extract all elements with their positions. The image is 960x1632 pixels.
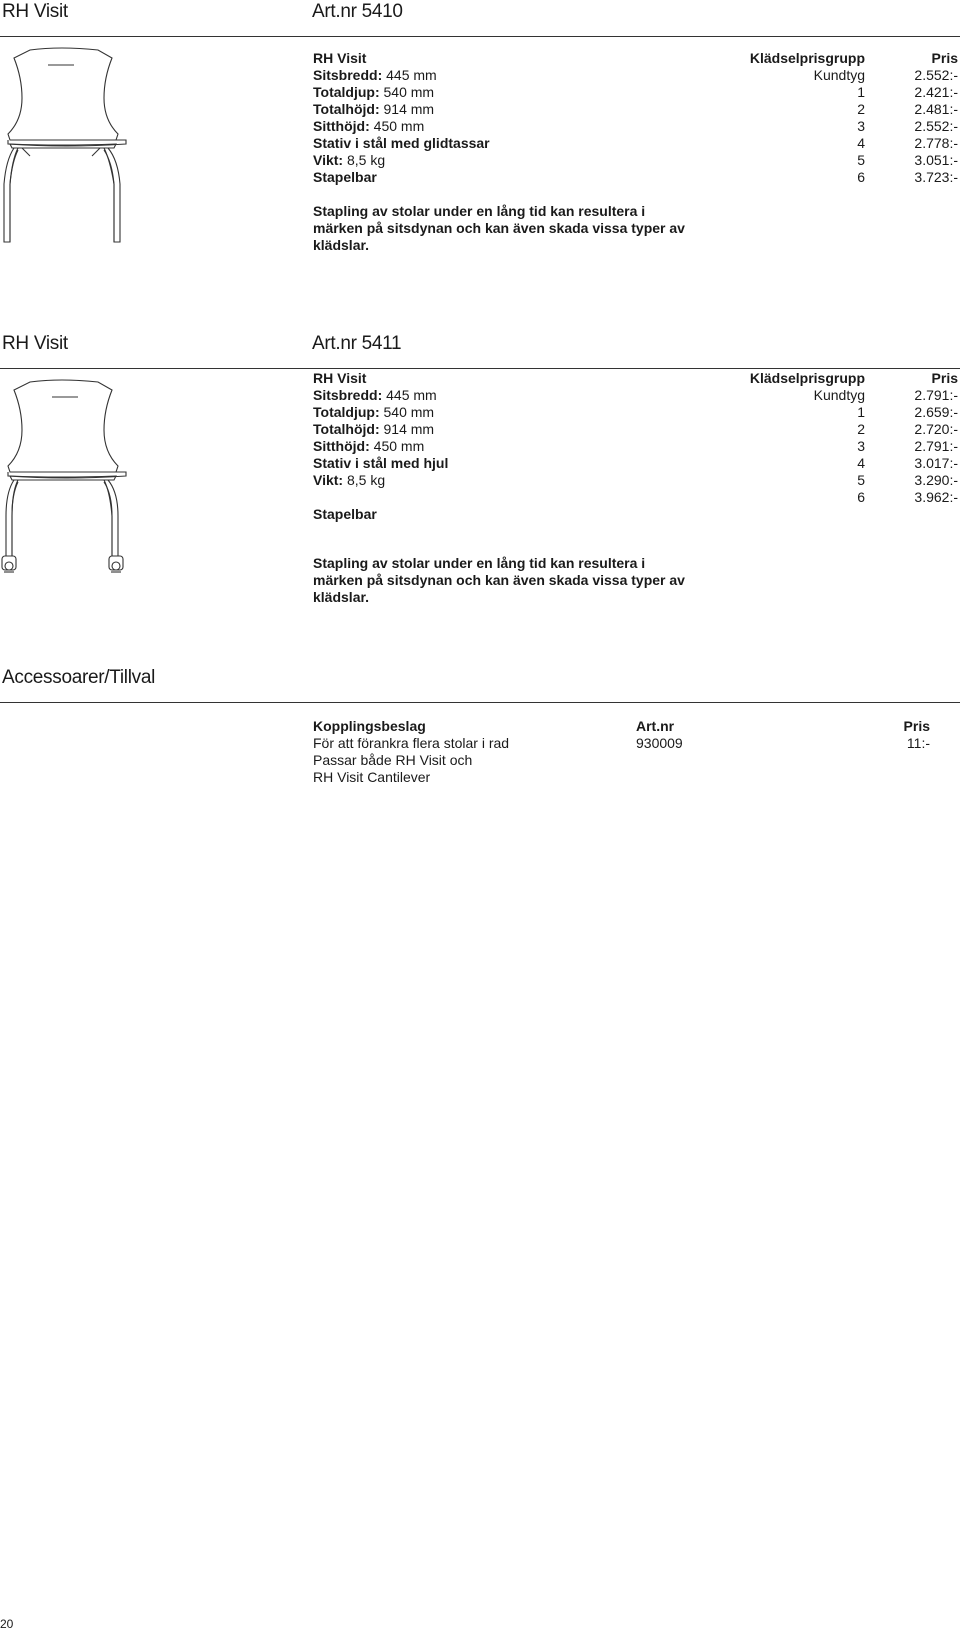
product-name: RH Visit [313, 370, 367, 386]
spec-label: Stapelbar [313, 169, 377, 185]
section-header [0, 332, 960, 369]
spec-label: Sitthöjd: [313, 438, 370, 454]
price-header-price: Pris [931, 50, 958, 66]
price-row [730, 101, 960, 118]
accessory-art-header: Art.nr [636, 718, 675, 734]
section-title: RH Visit [2, 333, 68, 354]
price-group: 4 [857, 135, 865, 151]
chair-glides-illustration [0, 44, 140, 254]
spec-label: Stativ i stål med glidtassar [313, 135, 490, 151]
spec-label: Sitsbredd: [313, 67, 383, 83]
price-group: 2 [857, 421, 865, 437]
price-group: Kundtyg [813, 387, 865, 403]
price-group: 6 [857, 169, 865, 185]
spec-row [313, 152, 693, 169]
spec-label: Totalhöjd: [313, 421, 380, 437]
price-value: 2.720:- [914, 421, 958, 437]
spec-label: Totaldjup: [313, 84, 380, 100]
price-value: 2.791:- [914, 438, 958, 454]
accessory-price-value: 11:- [906, 735, 930, 751]
price-value: 3.723:- [914, 169, 958, 185]
price-row [730, 84, 960, 101]
price-group: 3 [857, 118, 865, 134]
price-group: 5 [857, 472, 865, 488]
price-table [730, 50, 960, 186]
spec-row [313, 101, 693, 118]
spec-label: Totaldjup: [313, 404, 380, 420]
price-group: 3 [857, 438, 865, 454]
spec-value: 445 mm [386, 387, 437, 403]
section-title: Accessoarer/Tillval [2, 667, 156, 688]
spec-row [313, 118, 693, 135]
spec-value: 914 mm [383, 421, 435, 437]
price-table [730, 370, 960, 506]
price-row [730, 135, 960, 152]
spec-row [313, 404, 693, 421]
price-row [730, 438, 960, 455]
spec-row [313, 506, 693, 523]
price-group: 6 [857, 489, 865, 505]
spec-value: 540 mm [383, 84, 435, 100]
stacking-note: Stapling av stolar under en lång tid kan resultera i märken på sitsdynan och kan även skada vissa typer av klädslar. [313, 555, 685, 605]
price-group: 4 [857, 455, 865, 471]
accessory-name: Kopplingsbeslag [313, 718, 426, 734]
spec-row [313, 67, 693, 84]
price-header [730, 370, 960, 387]
price-value: 2.791:- [914, 387, 958, 403]
accessory-art-value: 930009 [636, 735, 683, 751]
price-value: 2.778:- [914, 135, 958, 151]
price-value: 3.962:- [914, 489, 958, 505]
price-value: 3.290:- [914, 472, 958, 488]
price-row [730, 387, 960, 404]
accessory-desc: Passar både RH Visit och [313, 752, 473, 768]
spec-value: 445 mm [386, 67, 437, 83]
section-header [0, 666, 960, 703]
price-header-group: Klädselprisgrupp [749, 50, 865, 66]
accessory-price-header: Pris [903, 718, 930, 734]
price-row [730, 169, 960, 186]
spec-row [313, 387, 693, 404]
price-value: 2.552:- [914, 118, 958, 134]
price-group: Kundtyg [813, 67, 865, 83]
price-row [730, 67, 960, 84]
price-header-price: Pris [931, 370, 958, 386]
spec-label: Sitthöjd: [313, 118, 370, 134]
price-group: 1 [857, 404, 865, 420]
price-row [730, 421, 960, 438]
spec-value: 914 mm [383, 101, 435, 117]
price-value: 2.552:- [914, 67, 958, 83]
price-value: 3.051:- [914, 152, 958, 168]
product-name: RH Visit [313, 50, 367, 66]
spec-label: Sitsbredd: [313, 387, 383, 403]
stacking-note: Stapling av stolar under en lång tid kan resultera i märken på sitsdynan och kan även skada vissa typer av klädslar. [313, 203, 685, 253]
section-art-number: Art.nr 5411 [312, 333, 402, 354]
spec-value: 540 mm [383, 404, 435, 420]
section-header [0, 0, 960, 37]
price-group: 5 [857, 152, 865, 168]
spec-value: 450 mm [373, 118, 425, 134]
price-row [730, 152, 960, 169]
price-value: 2.421:- [914, 84, 958, 100]
price-header [730, 50, 960, 67]
spec-label: Stativ i stål med hjul [313, 455, 449, 471]
spec-value: 8,5 kg [346, 152, 386, 168]
section-title: RH Visit [2, 1, 68, 22]
section-art-number: Art.nr 5410 [312, 1, 403, 22]
spec-row [313, 135, 693, 152]
price-value: 3.017:- [914, 455, 958, 471]
price-row [730, 489, 960, 506]
page-number: 20 [0, 1617, 14, 1631]
price-row [730, 404, 960, 421]
spec-row [313, 169, 693, 186]
price-value: 2.659:- [914, 404, 958, 420]
price-row [730, 455, 960, 472]
price-value: 2.481:- [914, 101, 958, 117]
spec-label: Vikt: [313, 152, 344, 168]
spec-row [313, 455, 693, 472]
spec-value: 8,5 kg [346, 472, 386, 488]
spec-row [313, 438, 693, 455]
chair-wheels-illustration [0, 376, 140, 586]
spacer [313, 489, 693, 506]
accessory-desc: RH Visit Cantilever [313, 769, 431, 785]
price-group: 1 [857, 84, 865, 100]
price-group: 2 [857, 101, 865, 117]
spec-row [313, 472, 693, 489]
accessory-desc: För att förankra flera stolar i rad [313, 735, 510, 751]
price-header-group: Klädselprisgrupp [749, 370, 865, 386]
spec-value: 450 mm [373, 438, 425, 454]
price-row [730, 472, 960, 489]
spec-list [313, 370, 693, 523]
spec-label: Totalhöjd: [313, 101, 380, 117]
spec-row [313, 421, 693, 438]
price-row [730, 118, 960, 135]
spec-list [313, 50, 693, 186]
spec-label: Vikt: [313, 472, 344, 488]
spec-label: Stapelbar [313, 506, 377, 522]
spec-row [313, 84, 693, 101]
